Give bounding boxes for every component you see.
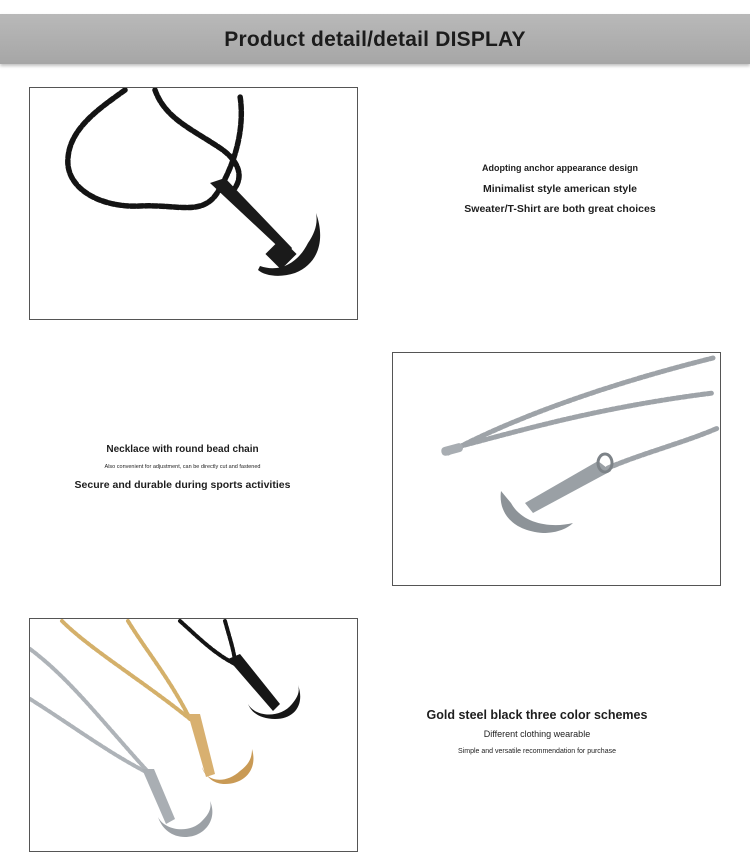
caption-line: Adopting anchor appearance design: [481, 163, 639, 173]
caption-line: Different clothing wearable: [483, 729, 591, 739]
caption-line: Sweater/T-Shirt are both great choices: [464, 203, 656, 215]
header-banner: [0, 14, 750, 64]
caption-line: Secure and durable during sports activities: [74, 479, 291, 491]
caption-section-2: [20, 444, 345, 491]
caption-line: Gold steel black three color schemes: [426, 708, 648, 722]
caption-line: Also convenient for adjustment, can be directly cut and fastened: [104, 464, 261, 470]
product-photo-three-colors: [29, 618, 358, 852]
caption-line: Necklace with round bead chain: [106, 444, 259, 455]
caption-section-3: [372, 708, 702, 755]
caption-line: Minimalist style american style: [482, 183, 638, 195]
caption-line: Simple and versatile recommendation for purchase: [458, 748, 616, 755]
product-photo-silver-anchor: [392, 352, 721, 586]
product-photo-black-anchor: [29, 87, 358, 320]
caption-section-1: [395, 163, 725, 215]
page-title: Product detail/detail DISPLAY: [224, 28, 526, 51]
